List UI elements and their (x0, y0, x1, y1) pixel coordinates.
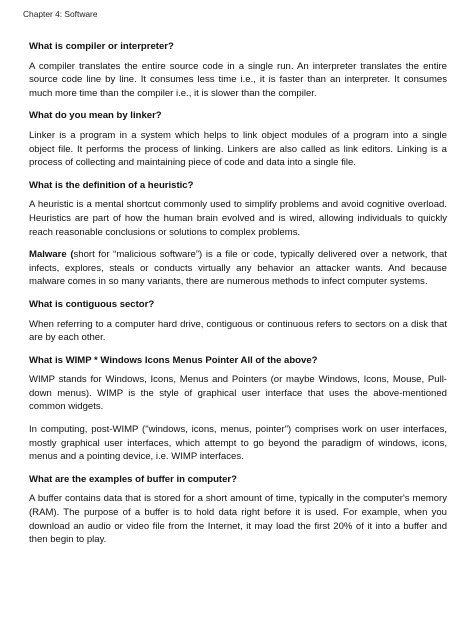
malware-term: Malware (29, 249, 67, 261)
answer-wimp: WIMP stands for Windows, Icons, Menus and Pointers (or maybe Windows, Icons, Mouse, Pull-down menus). WIMP is the style of graphical user interface that uses the above-mentioned common widgets. (29, 374, 447, 413)
answer-post-wimp: In computing, post-WIMP ("windows, icons, menus, pointer") comprises work on user interfaces, mostly graphical user interfaces, which attempt to go beyond the paradigm of windows, icons, menus and a pointing device, i.e. WIMP interfaces. (29, 424, 447, 463)
question-linker: What do you mean by linker? (29, 110, 162, 122)
answer-linker: Linker is a program in a system which helps to link object modules of a program into a single object file. It performs the process of linking. Linkers are also called as link editors. Linking is a process of collecting and maintaining piece of code and data into a single file. (29, 129, 447, 169)
answer-compiler: A compiler translates the entire source code in a single run. An interpreter translates the entire source code line by line. It consumes less time i.e., it is faster than an interpreter. It consumes much more time than the compiler i.e., it is slower than the compiler. (29, 60, 447, 99)
document-body (29, 40, 447, 547)
answer-contiguous-sector: When referring to a computer hard drive, contiguous or continuous refers to sectors on a disk that are by each other. (29, 318, 447, 344)
answer-heuristic: A heuristic is a mental shortcut commonly used to simplify problems and avoid cognitive overload. Heuristics are part of how the human brain evolved and is wired, allowing individuals to quickly reach reasonable conclusions or solutions to complex problems. (29, 199, 447, 238)
question-heuristic: What is the definition of a heuristic? (29, 179, 194, 191)
answer-buffer: A buffer contains data that is stored for a short amount of time, typically in the computer's memory (RAM). The purpose of a buffer is to hold data right before it is used. For example, when you download an audio or video file from the Internet, it may load the first 20% of it into a buffer and then begin to play. (29, 493, 447, 546)
question-wimp: What is WIMP * Windows Icons Menus Pointer All of the above? (29, 354, 318, 366)
malware-definition: short for “malicious software”) is a file or code, typically delivered over a network, that infects, explores, steals or conducts virtually any behavior an attacker wants. And because malware comes in so many variants, there are numerous methods to infect computer systems. (29, 249, 447, 288)
malware-open-paren: ( (66, 249, 74, 261)
question-buffer: What are the examples of buffer in computer? (29, 473, 237, 485)
question-contiguous-sector: What is contiguous sector? (29, 298, 155, 310)
chapter-header: Chapter 4: Software (23, 9, 98, 19)
malware-paragraph (29, 248, 447, 289)
question-compiler: What is compiler or interpreter? (29, 41, 174, 52)
